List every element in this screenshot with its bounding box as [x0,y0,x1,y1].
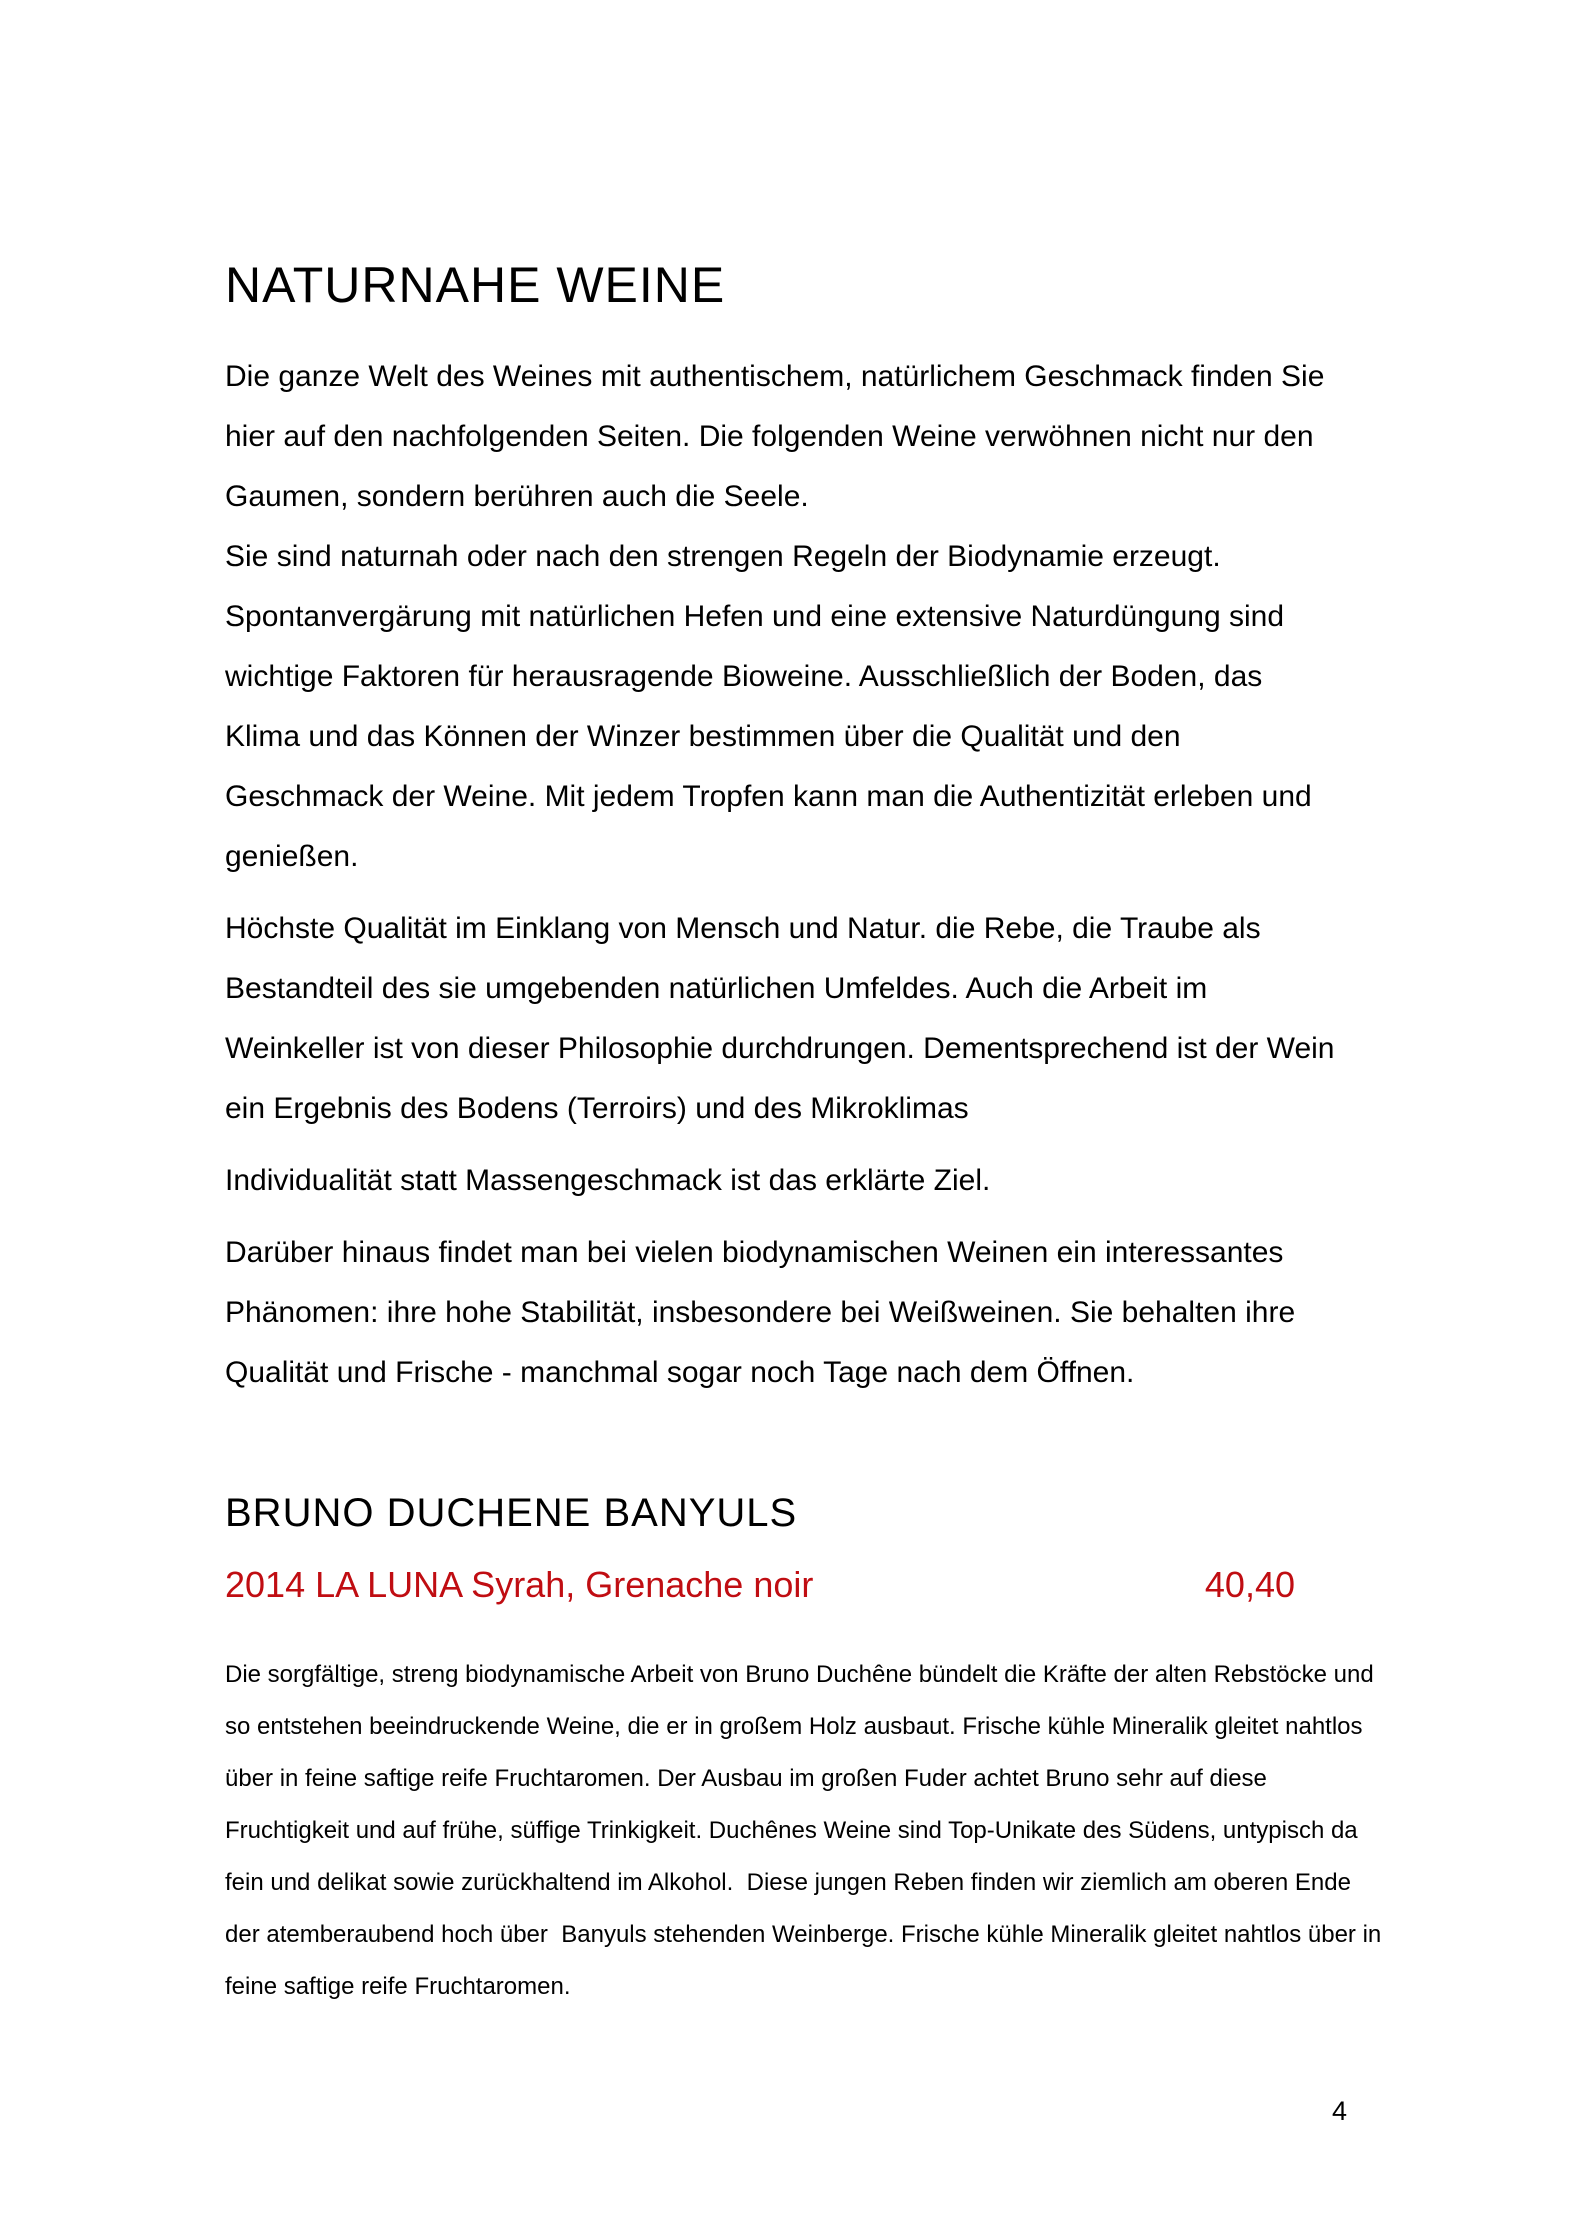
page-title: NATURNAHE WEINE [225,257,726,313]
page-number: 4 [1331,2096,1347,2126]
wine-entry-row [225,1563,1345,1607]
intro-paragraph-4: Individualität statt Massengeschmack ist das erklärte Ziel. [225,1164,991,1197]
intro-paragraph-2: Sie sind naturnah oder nach den strengen Regeln der Biodynamie erzeugt. Spontanvergärung mit natürlichen Hefen und eine extensive Naturdüngung sind wichtige Faktoren für herausragende Bioweine. Ausschließlich der Boden, das Klima und das Können der Winzer bestimmen über die Qualität und den Geschmack der Weine. Mit jedem Tropfen kann man die Authentizität erleben und genießen. [225,540,1312,873]
intro-paragraph-5: Darüber hinaus findet man bei vielen biodynamischen Weinen ein interessantes Phänomen: ihre hohe Stabilität, insbesondere bei Weißweinen. Sie behalten ihre Qualität und Frische - manchmal sogar noch Tage nach dem Öffnen. [225,1236,1296,1389]
wine-description: Die sorgfältige, streng biodynamische Arbeit von Bruno Duchêne bündelt die Kräfte der alten Rebstöcke und so entstehen beeindruckende Weine, die er in großem Holz ausbaut. Frische kühle Mineralik gleitet nahtlos über in feine saftige reife Fruchtaromen. Der Ausbau im großen Fuder achtet Bruno sehr auf diese Fruchtigkeit und auf frühe, süffige Trinkigkeit. Duchênes Weine sind Top-Unikate des Südens, untypisch da fein und delikat sowie zurückhaltend im Alkohol. Diese jungen Reben finden wir ziemlich am oberen Ende der atemberaubend hoch über Banyuls stehenden Weinberge. Frische kühle Mineralik gleitet nahtlos über in feine saftige reife Fruchtaromen. [225,1661,1388,2000]
intro-paragraph-1: Die ganze Welt des Weines mit authentischem, natürlichem Geschmack finden Sie hier auf den nachfolgenden Seiten. Die folgenden Weine verwöhnen nicht nur den Gaumen, sondern berühren auch die Seele. [225,360,1325,513]
wine-price: 40,40 [1204,1564,1295,1605]
intro-paragraph-3: Höchste Qualität im Einklang von Mensch und Natur. die Rebe, die Traube als Bestandteil des sie umgebenden natürlichen Umfeldes. Auch die Arbeit im Weinkeller ist von dieser Philosophie durchdrungen. Dementsprechend ist der Wein ein Ergebnis des Bodens (Terroirs) und des Mikroklimas [225,912,1335,1125]
producer-heading: BRUNO DUCHENE BANYULS [225,1491,798,1535]
wine-name: 2014 LA LUNA Syrah, Grenache noir [225,1564,814,1605]
